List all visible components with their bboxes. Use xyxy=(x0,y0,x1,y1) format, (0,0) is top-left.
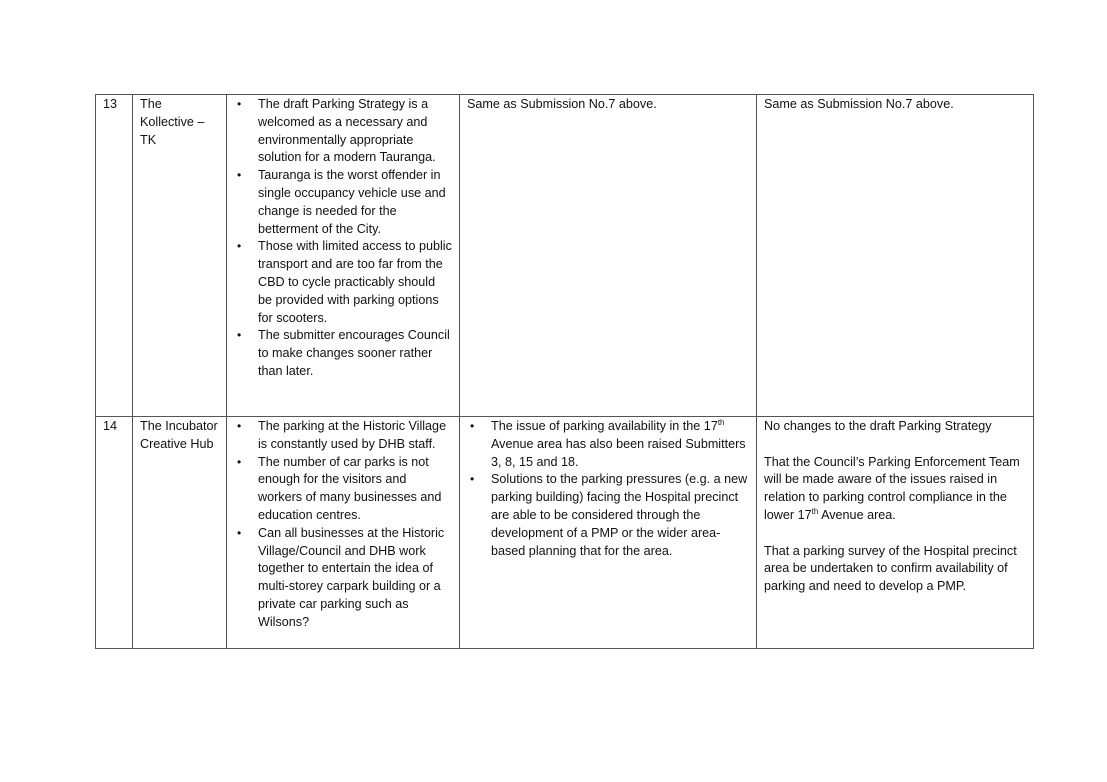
list-item: • The parking at the Historic Village is constantly used by DHB staff. xyxy=(234,418,452,454)
list-item: • Tauranga is the worst offender in single occupancy vehicle use and change is needed for the betterment of the City. xyxy=(234,167,452,238)
recommendation-paragraph: No changes to the draft Parking Strategy xyxy=(764,419,992,433)
ordinal-suffix: th xyxy=(811,506,819,516)
analysis-text: Avenue area has also been raised Submitters 3, 8, 15 and 18. xyxy=(491,436,746,469)
staff-analysis xyxy=(460,417,757,649)
list-item: • The submitter encourages Council to make changes sooner rather than later. xyxy=(234,327,452,380)
table-row xyxy=(96,95,1034,417)
submission-points-list xyxy=(234,418,452,632)
recommendation-paragraph xyxy=(764,454,1026,525)
recommendation-text: That the Council’s Parking Enforcement Team will be made aware of the issues raised in relation to parking control compliance in the lower 17 xyxy=(764,454,1020,522)
list-item: • The draft Parking Strategy is a welcomed as a necessary and environmentally appropriate solution for a modern Tauranga. xyxy=(234,96,452,167)
staff-analysis: Same as Submission No.7 above. xyxy=(460,95,757,417)
list-item: • The number of car parks is not enough for the visitors and workers of many businesses and education centres. xyxy=(234,454,452,525)
recommendation: Same as Submission No.7 above. xyxy=(757,95,1034,417)
list-item xyxy=(467,418,749,471)
submission-summary xyxy=(227,417,460,649)
list-item: • Those with limited access to public transport and are too far from the CBD to cycle practicably should be provided with parking options for scooters. xyxy=(234,238,452,327)
recommendation-text: Avenue area. xyxy=(818,507,896,522)
submission-points-list xyxy=(234,96,452,381)
submitter-name: The Kollective – TK xyxy=(133,95,227,417)
analysis-points-list xyxy=(467,418,749,560)
recommendation-paragraph: That a parking survey of the Hospital precinct area be undertaken to confirm availability of parking and need to develop a PMP. xyxy=(764,543,1017,594)
list-item: • Solutions to the parking pressures (e.g. a new parking building) facing the Hospital precinct are able to be considered through the development of a PMP or the wider area-based planning that for the area. xyxy=(467,471,749,560)
submitter-name: The Incubator Creative Hub xyxy=(133,417,227,649)
analysis-text: The issue of parking availability in the 17 xyxy=(491,419,718,433)
submission-summary xyxy=(227,95,460,417)
table-row xyxy=(96,417,1034,649)
submission-number: 13 xyxy=(96,95,133,417)
ordinal-suffix: th xyxy=(717,417,725,427)
submission-number: 14 xyxy=(96,417,133,649)
list-item: • Can all businesses at the Historic Village/Council and DHB work together to entertain the idea of multi-storey carpark building or a private car parking such as Wilsons? xyxy=(234,525,452,632)
recommendation xyxy=(757,417,1034,649)
submissions-table xyxy=(95,94,1034,649)
